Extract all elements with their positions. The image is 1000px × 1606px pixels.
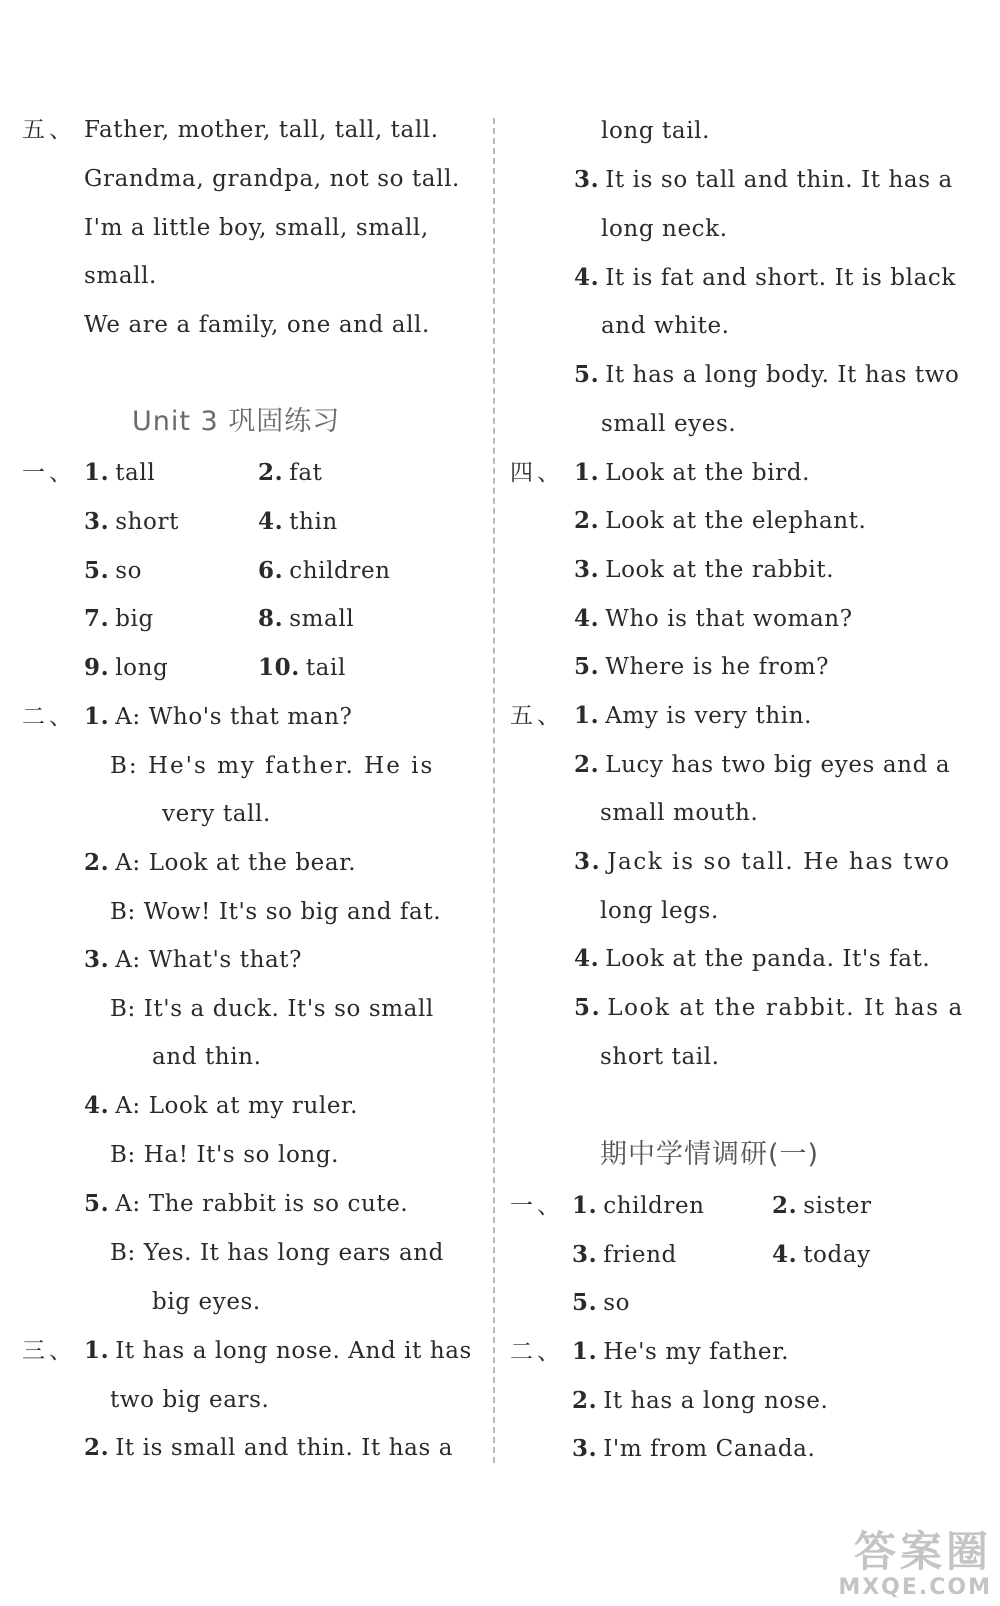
answer-item: 2. fat [258,459,323,486]
dialogue-line: B: Wow! It's so big and fat. [110,899,442,925]
answer-item: 9. long [84,654,169,681]
midterm-section-2: 二、 [510,1339,564,1365]
answer-line: 3. Look at the rabbit. [574,556,835,583]
answer-item: 8. small [258,605,355,632]
poem-line: I'm a little boy, small, small, [84,215,429,241]
dialogue-line: B: Yes. It has long ears and [110,1240,444,1266]
dialogue-line: big eyes. [152,1289,261,1315]
answer-item: 7. big [84,605,154,632]
answer-item: 5. so [572,1289,631,1316]
midterm-section-1: 一、 [510,1193,564,1219]
answer-line: 5. It has a long body. It has two [574,361,960,388]
answer-line: 2. Look at the elephant. [574,507,867,534]
answer-line: 1. He's my father. [572,1338,790,1365]
answer-line: long legs. [600,898,719,924]
dialogue-line: 3. A: What's that? [84,946,303,973]
answer-line: two big ears. [110,1387,270,1413]
answer-line: short tail. [600,1044,720,1070]
answer-line: 3. I'm from Canada. [572,1435,816,1462]
column-divider [493,118,495,1463]
dialogue-line: B: Ha! It's so long. [110,1142,340,1168]
dialogue-line: very tall. [162,801,271,827]
section-label-3: 三、 [22,1338,76,1364]
answer-line: 3. It is so tall and thin. It has a [574,166,953,193]
answer-line: long neck. [601,216,728,242]
dialogue-line: B: It's a duck. It's so small [110,996,434,1022]
answer-line: 5. Look at the rabbit. It has a [574,994,964,1021]
answer-item: 5. so [84,557,143,584]
answer-line: small eyes. [601,411,737,437]
answer-item: 1. tall [84,459,156,486]
answer-item: 10. tail [258,654,346,681]
poem-line: small. [84,263,157,289]
answer-line: 1. It has a long nose. And it has [84,1337,472,1364]
answer-item: 3. short [84,508,179,535]
answer-line: long tail. [601,118,711,144]
answer-line: 3. Jack is so tall. He has two [574,848,951,875]
poem-line: Grandma, grandpa, not so tall. [84,166,460,192]
dialogue-line: B: He's my father. He is [110,753,435,779]
answer-line: 2. Lucy has two big eyes and a [574,751,951,778]
answer-line: 1. Look at the bird. [574,459,810,486]
dialogue-line: 4. A: Look at my ruler. [84,1092,359,1119]
unit-title: Unit 3 巩固练习 [132,406,341,437]
midterm-title: 期中学情调研(一) [600,1139,820,1170]
dialogue-line: 5. A: The rabbit is so cute. [84,1190,409,1217]
section-label-5: 五、 [510,703,564,729]
answer-item: 4. today [772,1241,871,1268]
watermark-url: MXQE.COM [838,1575,992,1600]
answer-line: 4. Who is that woman? [574,605,853,632]
dialogue-line: 2. A: Look at the bear. [84,849,357,876]
poem-line: Father, mother, tall, tall, tall. [84,117,439,143]
answer-item: 6. children [258,557,391,584]
answer-item: 3. friend [572,1241,677,1268]
section-label-4: 四、 [510,460,564,486]
answer-line: 1. Amy is very thin. [574,702,813,729]
answer-line: and white. [601,313,730,339]
poem-line: We are a family, one and all. [84,312,430,338]
watermark [838,1529,992,1600]
section-label-5: 五、 [22,117,76,143]
answer-line: 2. It has a long nose. [572,1387,829,1414]
section-label-1: 一、 [22,460,76,486]
watermark-logo: 答案圈 [853,1527,992,1576]
answer-line: 4. Look at the panda. It's fat. [574,945,931,972]
answer-line: small mouth. [600,800,759,826]
answer-item: 1. children [572,1192,705,1219]
answer-line: 5. Where is he from? [574,653,830,680]
answer-item: 4. thin [258,508,338,535]
answer-item: 2. sister [772,1192,872,1219]
answer-line: 4. It is fat and short. It is black [574,264,956,291]
answer-line: 2. It is small and thin. It has a [84,1434,454,1461]
section-label-2: 二、 [22,704,76,730]
dialogue-line: and thin. [152,1044,262,1070]
dialogue-line: 1. A: Who's that man? [84,703,353,730]
